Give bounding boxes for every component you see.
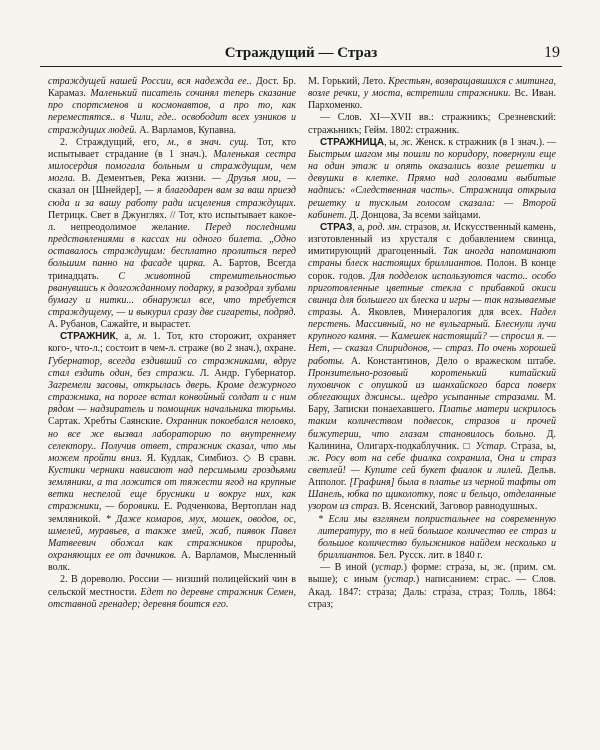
italic-text: [Графиня] была в платье из черной тафты от Шанель, юбка по щиколотку, пояс и бельцо, отделанные узором из страз. — [308, 477, 556, 513]
italic-text: ж. — [493, 562, 506, 574]
text-run: Искусственный камень, изготовленный из хрусталя с добавлением свинца, имитирующий драгоценный. — [308, 221, 556, 258]
text-run: 1. Тот, кто сторожит, охраняет кого-, что-л.; состоит в чем-л. страже (во 2 знач.), охране. — [48, 331, 296, 355]
text-run: , а, — [352, 221, 368, 233]
text-run: Л. Андр. Губернатор. — [199, 367, 296, 379]
text-run: Полон. В конце сорок. годов. — [308, 258, 556, 282]
entry-paragraph — [308, 562, 556, 611]
entry-paragraph — [48, 76, 296, 137]
italic-text: С животной стремительностью рванувшись к долгожданному подарку, я разодрал зубами бумагу и нитки... обнаружил все, что требуется страждущему, — и выкурил сразу две сигареты, подряд. — [48, 270, 296, 318]
headword: СТРАЖНИК — [60, 331, 116, 343]
italic-text: Маленькая сестра милосердия помогала больным и страждущим, чем могла. — [48, 148, 296, 185]
text-run: стра́зов, — [401, 221, 443, 233]
entry-paragraph — [48, 137, 296, 332]
text-run: 2. Страждущий, его, — [60, 136, 168, 148]
text-run: ) написанием: страс. — Слов. Акад. 1847: стра́за; Даль: стра́за, страз; Толль, 1864: страз; — [308, 574, 556, 610]
text-run: (прим. см. выше); с иным ( — [308, 562, 556, 586]
entry-paragraph — [308, 76, 556, 112]
italic-text: Кустики черники нависают над персимыми гроздьями земляники, а та ложится от тяжести ягод на крупные ветки неспелой еще брусники и вокруг них, как стражники, — боровики. — [48, 465, 296, 513]
text-run: Я. Кудлак, Симбиоз. ◇ В сравн. — [146, 452, 296, 464]
entry-paragraph — [308, 222, 556, 514]
text-run: Е. Родченкова, Вертоплан над земляникой. — [48, 501, 296, 525]
text-run: А. Яковлев, Минералогия для всех. — [350, 306, 530, 318]
text-run: Петрицк. Свет в Джунглях. // Тот, кто испытывает какое-л. непреодолимое желание. — [48, 209, 296, 233]
italic-text: м., в знач. сущ. — [167, 136, 249, 148]
italic-text: * Если мы взглянем попристальнее на современную литературу, то в ней большое количество ее страз и большое количество булыжников найдем несколько и бриллиантов. — [318, 513, 556, 562]
italic-text: страждущей нашей России, вся надежда ее.. — [48, 76, 256, 87]
italic-text: * Даже комаров, мух, мошек, оводов, ос, шмелей, муравьев, а также змей, жаб, пиявок Павел Матвеевич обожал как стражников природы, охраняющих ее от дачников. — [48, 513, 296, 562]
italic-text: Устар. — [475, 440, 507, 452]
text-run: А. Бартов, Всегда тринадцать. — [48, 258, 296, 282]
italic-text: род. мн. — [367, 221, 402, 233]
italic-text: ж. Росу вот на себе фиалка сохранила, Она и страз светлей! — Купите сей букет фиалок и лилей. — [308, 452, 556, 476]
italic-text: Так иногда напоминают страны блеск настоящих бриллиантов. — [308, 246, 556, 270]
italic-text: Перед последними представлениями в кассах ни одного билета. — [48, 221, 296, 246]
italic-text: Одно оставалось страждущим: бесплатно пролиться перед большим панно на фасаде цирка. — [48, 234, 296, 270]
text-run: Дост. Бр. Карамаз. — [48, 76, 296, 100]
italic-text: Загремели засовы, открылась дверь. Кроме дежурного стражника, на пороге встал конвойный солдат и с ним рядом — надзиратель и помощник начальника тюрьмы. — [48, 379, 296, 416]
text-run: В. Ясенский, Заговор равнодушных. — [381, 501, 538, 513]
entry-paragraph — [48, 574, 296, 610]
italic-text: устар. — [387, 574, 416, 586]
italic-text: м. — [137, 331, 147, 343]
text-run: , а, — [115, 331, 138, 343]
italic-text: Платье матери искрилось таким количеством подвесок, стразов и прочей бижутерии, что глазам становилось больно. — [308, 404, 556, 440]
text-run: , ы, — [384, 136, 402, 148]
italic-text: м. — [442, 221, 452, 233]
text-run: М. Бару, Записки понаехавшего. — [308, 392, 556, 416]
text-run: В. Дементьев, Река жизни. — [81, 173, 213, 185]
page-number: 19 — [544, 44, 560, 61]
entry-paragraph — [308, 112, 556, 136]
text-run: — Слов. XI—XVII вв.: стражникъ; Срезневский: стражьникъ; Гейм. 1802: стражник. — [308, 112, 556, 136]
italic-text: Надел перстень. Массивный, но не вульгарный. Блеснули лучи крупного камня. — Камешек настоящий? — спросил я. — Нет, — сказал Спиридонов, — страз. По очень хорошей работы. — [308, 306, 556, 367]
text-run: А. Варламов, Мысленный волк. — [48, 550, 296, 574]
text-run: Д. Донцова, За всеми зайцами. — [349, 209, 481, 221]
text-run: Дельв. Апполог. — [308, 465, 556, 489]
italic-text: Охранник покоебался неловко, но все же вызвал лабораторию по внутреннему селектору.. Получив ответ, стражник сказал, что мы можем пройти вниз. — [48, 416, 296, 464]
italic-text: ж. — [401, 136, 413, 148]
text-run: М. Горький, Лето. — [308, 76, 389, 87]
italic-text: — Быстрым шагом мы пошли по коридору, повернули еще на один этаж и опять оказались возле решетки и девушки в клетке. Прямо над головами выбитые надпись: «Следственная часть». Стражница открыла решетку и тусклым голосом сказала: — Второй кабинет. — [308, 136, 556, 221]
left-column — [48, 76, 296, 736]
headword: СТРАЖНИЦА — [320, 136, 385, 148]
italic-text: Пронзительно-розовый коротенький китайский пуховичок с опушкой из шанхайского барса поверх облегающих джинсы.. щедро усыпанные стразами. — [308, 367, 556, 404]
entry-paragraph — [48, 331, 296, 574]
italic-text: Маленький писатель сочинял теперь сказание про спортсменов и космонавтов, а про то, как переместятся.. в Чили, где.. освободит всех узников и страждущих людей. — [48, 88, 296, 136]
page-header — [40, 44, 562, 67]
text-run: Д. Калинина, Олигарх-подкаблучник. □ — [308, 428, 556, 452]
running-head: Страждущий — Страз — [224, 45, 378, 61]
text-run: Женск. к стражник (в 1 знач.). — [412, 136, 548, 148]
text-run: сказал он [Шнейдер], — [48, 185, 145, 197]
text-run: А. Варламов, Купавна. — [139, 124, 237, 136]
text-run: „ — [269, 234, 274, 246]
italic-text: Едет по деревне стражник Семен, отставной гренадер; деревня боится его. — [48, 586, 296, 610]
text-run: А. Рубанов, Сажайте, и вырастет. — [48, 319, 191, 331]
text-run: 2. В дореволю. России — низший полицейский чин в сельской местности. — [48, 574, 296, 598]
right-column — [308, 76, 556, 736]
text-run: Тот, кто испытывает страдание (в 1 знач.). — [48, 136, 296, 160]
text-run: Вс. Иван. Пархоменко. — [308, 88, 556, 112]
text-run: А. Константинов, Дело о вражеском штабе. — [350, 355, 556, 367]
text-run: — В иной ( — [320, 562, 375, 574]
entry-paragraph — [308, 137, 556, 222]
italic-text: Крестьян, возвращавшихся с митинга, возле речки, у моста, встретили стражники. — [308, 76, 556, 100]
italic-text: устар. — [374, 562, 404, 574]
entry-paragraph — [308, 514, 556, 563]
italic-text: Для подделок используются часто.. особо приготовленные цветные стекла с прибавкой окиси свинца для большего их блеска и игры — так называемые стразы. — [308, 270, 556, 318]
text-run: Сартак. Хребты Саянские. — [48, 416, 166, 428]
text-run: ) форме: стра́за, ы, — [403, 562, 494, 574]
text-run: Стра́за, ы, — [506, 440, 556, 452]
italic-text: Губернатор, всегда ездивший со стражниками, вдруг стал ездить один, без стражи. — [48, 355, 296, 379]
italic-text: — я благодарен вам за ваш приезд сюда и за вашу работу ради исцеления страждущих. — [48, 185, 296, 209]
italic-text: — Друзья мои, — — [212, 173, 296, 185]
headword: СТРАЗ — [320, 221, 353, 233]
text-run: Бел. Русск. лит. в 1840 г. — [378, 550, 483, 562]
